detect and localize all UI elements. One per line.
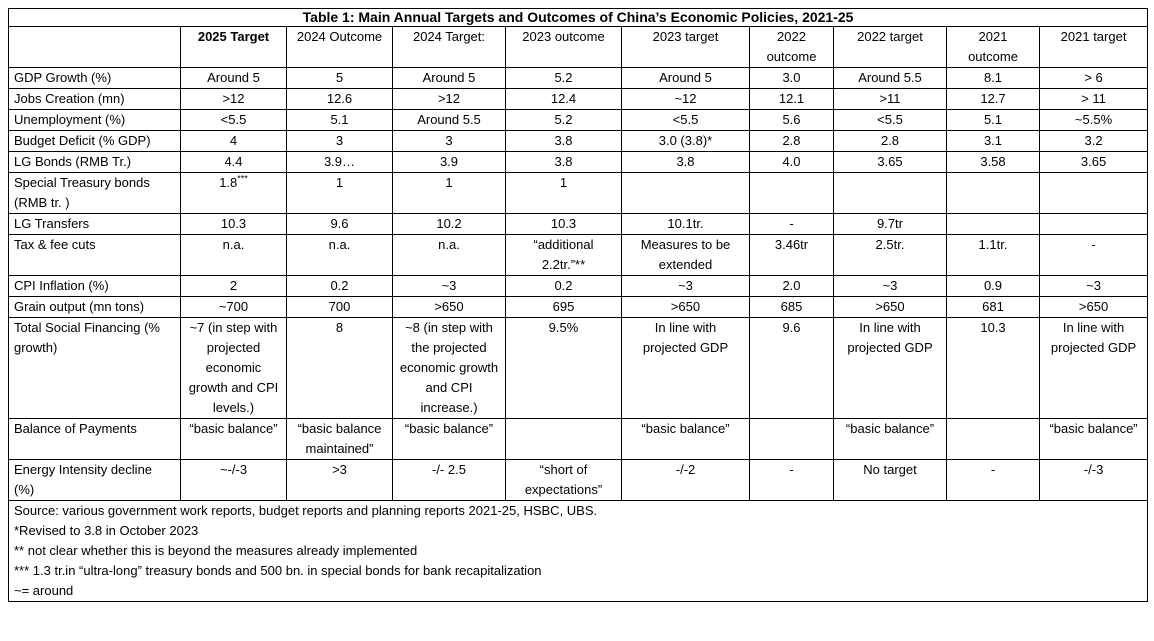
table-cell: Around 5 (181, 68, 287, 89)
table-cell: 12.6 (287, 89, 393, 110)
row-label: CPI Inflation (%) (9, 276, 181, 297)
table-cell: <5.5 (622, 110, 750, 131)
table-cell: 8 (287, 318, 393, 419)
column-header: 2025 Target (181, 27, 287, 68)
table-cell: 3.1 (947, 131, 1040, 152)
table-title-row (9, 9, 1148, 27)
table-cell: >11 (834, 89, 947, 110)
table-cell: > 6 (1040, 68, 1148, 89)
table-cell: “basic balance” (1040, 419, 1148, 460)
column-header: 2021 target (1040, 27, 1148, 68)
table-cell: 9.6 (750, 318, 834, 419)
table-cell: “short of expectations” (506, 460, 622, 501)
source-notes (9, 501, 1148, 602)
table-cell: <5.5 (834, 110, 947, 131)
row-label: Total Social Financing (% growth) (9, 318, 181, 419)
table-cell: ~3 (1040, 276, 1148, 297)
table-cell: - (947, 460, 1040, 501)
table-row (9, 235, 1148, 276)
source-note-line: Source: various government work reports, budget reports and planning reports 2021-25, HSBC, UBS. (14, 503, 598, 518)
table-row (9, 131, 1148, 152)
table-cell: n.a. (181, 235, 287, 276)
table-cell: 695 (506, 297, 622, 318)
table-cell: ~700 (181, 297, 287, 318)
table-cell: 5.6 (750, 110, 834, 131)
table-cell: 1 (287, 173, 393, 214)
table-row (9, 110, 1148, 131)
table-cell: In line with projected GDP (1040, 318, 1148, 419)
table-row (9, 214, 1148, 235)
table-cell: Around 5 (393, 68, 506, 89)
row-label: Grain output (mn tons) (9, 297, 181, 318)
source-notes-row (9, 501, 1148, 602)
table-cell: - (750, 214, 834, 235)
table-cell: >3 (287, 460, 393, 501)
table-cell: 5.1 (947, 110, 1040, 131)
table-cell: 5.2 (506, 110, 622, 131)
table-cell: 10.3 (181, 214, 287, 235)
table-cell (947, 173, 1040, 214)
table-cell: 685 (750, 297, 834, 318)
table-cell: - (1040, 235, 1148, 276)
table-cell: In line with projected GDP (834, 318, 947, 419)
table-cell (947, 214, 1040, 235)
table-row (9, 68, 1148, 89)
table-cell (750, 173, 834, 214)
table-cell: Measures to be extended (622, 235, 750, 276)
table-cell: ~3 (622, 276, 750, 297)
source-note-line: ~= around (14, 583, 74, 598)
table-cell: ~3 (834, 276, 947, 297)
table-cell: 5.1 (287, 110, 393, 131)
row-label: Budget Deficit (% GDP) (9, 131, 181, 152)
column-header: 2023 target (622, 27, 750, 68)
table-cell: 2.5tr. (834, 235, 947, 276)
table-cell: -/-3 (1040, 460, 1148, 501)
table-cell: ~5.5% (1040, 110, 1148, 131)
table-cell: >650 (834, 297, 947, 318)
table-cell: Around 5.5 (834, 68, 947, 89)
column-header: 2022 outcome (750, 27, 834, 68)
table-cell: -/-2 (622, 460, 750, 501)
table-cell: ~7 (in step with projected economic growth and CPI levels.) (181, 318, 287, 419)
table-cell: “basic balance” (393, 419, 506, 460)
row-label: Balance of Payments (9, 419, 181, 460)
table-cell (1040, 173, 1148, 214)
table-cell: 0.2 (287, 276, 393, 297)
table-cell: 9.5% (506, 318, 622, 419)
table-cell: >650 (1040, 297, 1148, 318)
table-cell: >650 (393, 297, 506, 318)
table-title: Table 1: Main Annual Targets and Outcomes of China’s Economic Policies, 2021-25 (9, 9, 1148, 27)
table-cell: 2.8 (750, 131, 834, 152)
table-cell: 12.7 (947, 89, 1040, 110)
table-cell (1040, 214, 1148, 235)
table-cell: 3.58 (947, 152, 1040, 173)
table-cell: -/- 2.5 (393, 460, 506, 501)
table-row (9, 276, 1148, 297)
table-cell: 3.2 (1040, 131, 1148, 152)
table-cell: <5.5 (181, 110, 287, 131)
table-cell: 2 (181, 276, 287, 297)
table-cell: 5 (287, 68, 393, 89)
source-note-line: *Revised to 3.8 in October 2023 (14, 523, 199, 538)
header-corner-cell (9, 27, 181, 68)
table-cell: “basic balance maintained” (287, 419, 393, 460)
cell-value: 1.8 (219, 175, 238, 190)
column-header: 2022 target (834, 27, 947, 68)
table-row (9, 297, 1148, 318)
row-label: Jobs Creation (mn) (9, 89, 181, 110)
policy-targets-table (8, 8, 1148, 602)
table-cell: 9.7tr (834, 214, 947, 235)
table-cell: >12 (181, 89, 287, 110)
table-cell: ~3 (393, 276, 506, 297)
row-label: Energy Intensity decline (%) (9, 460, 181, 501)
row-label: LG Bonds (RMB Tr.) (9, 152, 181, 173)
table-cell: “additional 2.2tr.”** (506, 235, 622, 276)
table-cell: 3.9 (393, 152, 506, 173)
row-label: Unemployment (%) (9, 110, 181, 131)
column-header: 2023 outcome (506, 27, 622, 68)
table-cell: 2.8 (834, 131, 947, 152)
table-cell: 5.2 (506, 68, 622, 89)
table-row (9, 318, 1148, 419)
table-cell: 700 (287, 297, 393, 318)
table-cell: 4 (181, 131, 287, 152)
table-cell: 3.8 (506, 152, 622, 173)
table-header-row (9, 27, 1148, 68)
table-cell: 10.3 (947, 318, 1040, 419)
table-cell: 10.1tr. (622, 214, 750, 235)
table-cell: 4.0 (750, 152, 834, 173)
table-cell: 3.65 (834, 152, 947, 173)
table-cell: ~8 (in step with the projected economic growth and CPI increase.) (393, 318, 506, 419)
table-cell: - (750, 460, 834, 501)
source-note-line: *** 1.3 tr.in “ultra-long” treasury bonds and 500 bn. in special bonds for bank recapitalization (14, 563, 542, 578)
table-cell: 10.2 (393, 214, 506, 235)
table-cell (622, 173, 750, 214)
table-cell: 9.6 (287, 214, 393, 235)
table-cell (750, 419, 834, 460)
row-label: Tax & fee cuts (9, 235, 181, 276)
table-cell (506, 419, 622, 460)
column-header: 2021 outcome (947, 27, 1040, 68)
table-cell: > 11 (1040, 89, 1148, 110)
table-cell: >650 (622, 297, 750, 318)
table-cell: 0.9 (947, 276, 1040, 297)
table-cell: 2.0 (750, 276, 834, 297)
table-cell: In line with projected GDP (622, 318, 750, 419)
table-row (9, 460, 1148, 501)
table-cell: 3.0 (750, 68, 834, 89)
table-cell (834, 173, 947, 214)
table-cell: 3 (287, 131, 393, 152)
footnote-marker: *** (237, 173, 248, 184)
table-row (9, 419, 1148, 460)
table-cell: “basic balance” (181, 419, 287, 460)
table-cell: No target (834, 460, 947, 501)
table-cell: 3.9… (287, 152, 393, 173)
table-cell: 1.1tr. (947, 235, 1040, 276)
table-cell: 681 (947, 297, 1040, 318)
row-label: GDP Growth (%) (9, 68, 181, 89)
table-row (9, 152, 1148, 173)
table-cell: ~12 (622, 89, 750, 110)
column-header: 2024 Target: (393, 27, 506, 68)
table-cell: 0.2 (506, 276, 622, 297)
table-cell: 3.46tr (750, 235, 834, 276)
table-cell (181, 173, 287, 214)
table-cell: Around 5 (622, 68, 750, 89)
table-cell: Around 5.5 (393, 110, 506, 131)
table-cell: 3.8 (622, 152, 750, 173)
table-cell: 3 (393, 131, 506, 152)
table-cell (947, 419, 1040, 460)
column-header: 2024 Outcome (287, 27, 393, 68)
table-cell: “basic balance” (834, 419, 947, 460)
row-label: Special Treasury bonds (RMB tr. ) (9, 173, 181, 214)
row-label: LG Transfers (9, 214, 181, 235)
table-cell: 1 (506, 173, 622, 214)
table-cell: ~-/-3 (181, 460, 287, 501)
table-body (9, 68, 1148, 501)
table-cell: 3.0 (3.8)* (622, 131, 750, 152)
policy-targets-table-container (8, 8, 1147, 602)
table-row (9, 173, 1148, 214)
table-cell: “basic balance” (622, 419, 750, 460)
table-cell: 12.1 (750, 89, 834, 110)
table-cell: 10.3 (506, 214, 622, 235)
table-cell: >12 (393, 89, 506, 110)
table-cell: n.a. (393, 235, 506, 276)
table-cell: 3.65 (1040, 152, 1148, 173)
table-cell: 12.4 (506, 89, 622, 110)
table-row (9, 89, 1148, 110)
table-cell: n.a. (287, 235, 393, 276)
table-cell: 8.1 (947, 68, 1040, 89)
table-cell: 4.4 (181, 152, 287, 173)
table-cell: 3.8 (506, 131, 622, 152)
table-cell: 1 (393, 173, 506, 214)
source-note-line: ** not clear whether this is beyond the measures already implemented (14, 543, 418, 558)
